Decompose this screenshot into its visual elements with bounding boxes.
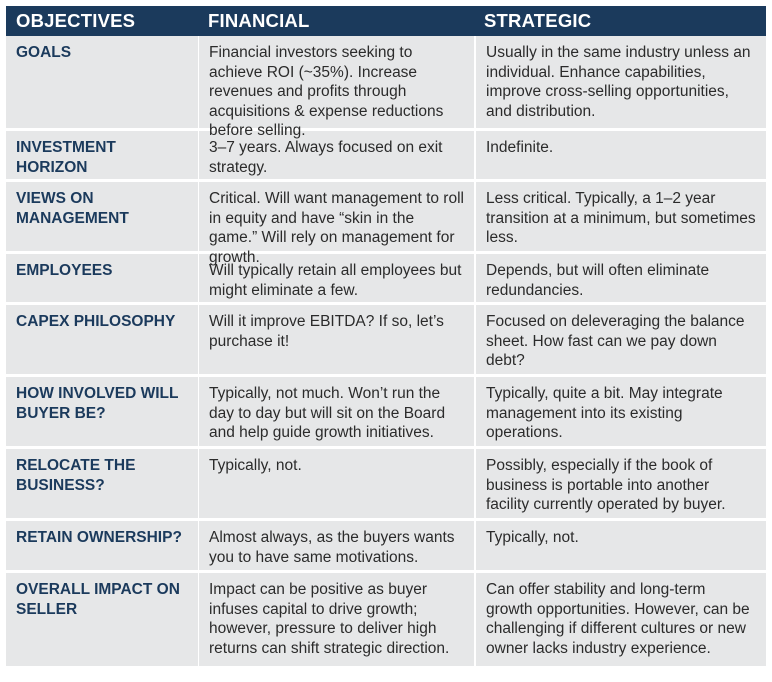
header-objectives: OBJECTIVES xyxy=(16,10,136,31)
header-financial: FINANCIAL xyxy=(208,10,310,31)
table-row xyxy=(6,521,766,573)
cell-strategic: Possibly, especially if the book of business is portable into another facility currently operated by buyer. xyxy=(474,449,766,520)
cell-strategic: Can offer stability and long-term growth opportunities. However, can be challenging if different cultures or new owner lacks industry experience. xyxy=(474,573,766,666)
table-row xyxy=(6,182,766,266)
row-label-how-involved: HOW INVOLVED WILL BUYER BE? xyxy=(16,385,179,422)
cell-strategic: Usually in the same industry unless an individual. Enhance capabilities, improve cross-selling opportunities, and distribution. xyxy=(474,36,766,146)
row-label-views-on-management: VIEWS ON MANAGEMENT xyxy=(16,190,129,227)
cell-financial: Typically, not much. Won’t run the day to day but will sit on the Board and help guide growth initiatives. xyxy=(198,377,474,448)
cell-strategic: Focused on deleveraging the balance sheet. How fast can we pay down debt? xyxy=(474,305,766,376)
header-strategic: STRATEGIC xyxy=(484,10,592,31)
cell-financial: Impact can be positive as buyer infuses capital to drive growth; however, pressure to deliver high returns can shift strategic direction. xyxy=(198,573,474,666)
cell-financial: Typically, not. xyxy=(198,449,474,520)
comparison-table xyxy=(6,6,766,666)
row-label-capex-philosophy: CAPEX PHILOSOPHY xyxy=(16,313,176,330)
row-label-employees: EMPLOYEES xyxy=(16,262,113,279)
table-row xyxy=(6,449,766,521)
row-label-relocate: RELOCATE THE BUSINESS? xyxy=(16,457,136,494)
table-row xyxy=(6,131,766,182)
table-row xyxy=(6,254,766,305)
row-label-retain-ownership: RETAIN OWNERSHIP? xyxy=(16,529,182,546)
cell-financial: Almost always, as the buyers wants you to have same motivations. xyxy=(198,521,474,572)
table-row xyxy=(6,36,766,139)
cell-financial: Will typically retain all employees but might eliminate a few. xyxy=(198,254,474,305)
cell-strategic: Typically, quite a bit. May integrate management into its existing operations. xyxy=(474,377,766,448)
cell-strategic: Typically, not. xyxy=(474,521,766,572)
cell-financial: Critical. Will want management to roll in equity and have “skin in the game.” Will rely on management for growth. xyxy=(198,182,474,272)
cell-financial: 3–7 years. Always focused on exit strategy. xyxy=(198,131,474,182)
row-label-overall-impact: OVERALL IMPACT ON SELLER xyxy=(16,581,180,618)
table-header xyxy=(6,6,766,36)
row-label-investment-horizon: INVESTMENT HORIZON xyxy=(16,139,116,176)
cell-financial: Financial investors seeking to achieve ROI (~35%). Increase revenues and profits through acquisitions & expense reductions before selling. xyxy=(198,36,474,146)
table-row xyxy=(6,305,766,377)
cell-strategic: Depends, but will often eliminate redundancies. xyxy=(474,254,766,305)
table-row xyxy=(6,573,766,666)
row-label-goals: GOALS xyxy=(16,44,72,61)
table-row xyxy=(6,377,766,449)
cell-strategic: Less critical. Typically, a 1–2 year transition at a minimum, but sometimes less. xyxy=(474,182,766,272)
cell-financial: Will it improve EBITDA? If so, let’s purchase it! xyxy=(198,305,474,376)
cell-strategic: Indefinite. xyxy=(474,131,766,182)
